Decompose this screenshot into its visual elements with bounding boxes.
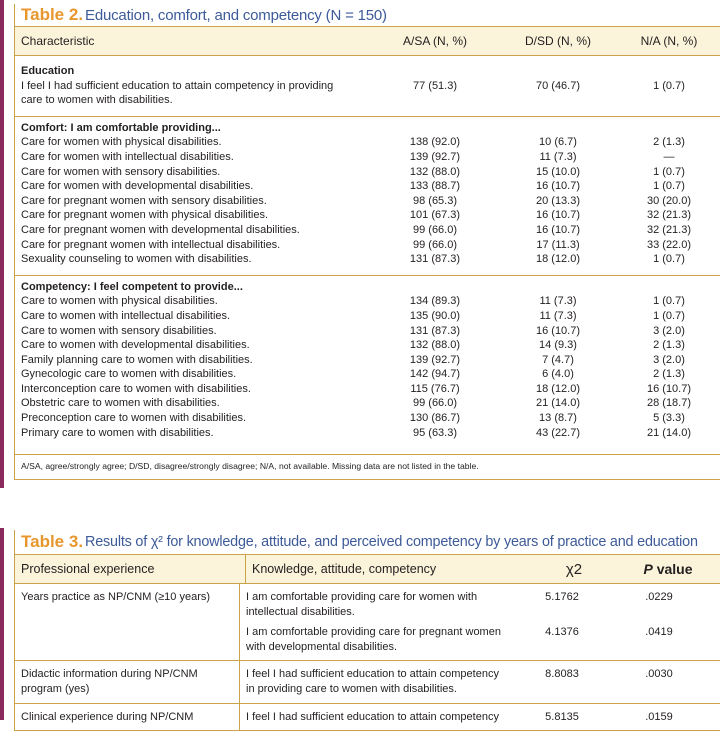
header-kac: Knowledge, attitude, competency xyxy=(245,555,528,583)
cell-dsd: 16 (10.7) xyxy=(535,223,581,236)
table-row xyxy=(15,382,720,397)
row-label-line: I feel I had sufficient education to attain competency in providing xyxy=(21,79,334,92)
cell-dsd: 43 (22.7) xyxy=(535,426,581,439)
row-label xyxy=(15,396,371,411)
table-2 xyxy=(14,4,720,480)
section-heading: Comfort: I am comfortable providing... xyxy=(21,121,221,134)
row-label-line: Primary care to women with disabilities. xyxy=(21,426,214,439)
row-label xyxy=(15,309,371,324)
row-label-line: Care to women with developmental disabilities. xyxy=(21,339,250,352)
cell-asa: 139 (92.7) xyxy=(409,353,461,366)
item-text-line: in providing care to women with disabilities. xyxy=(246,682,457,695)
item-text-line: I am comfortable providing care for women with xyxy=(246,591,478,603)
section-heading: Competency: I feel competent to provide... xyxy=(21,280,243,293)
cell-dsd: 16 (10.7) xyxy=(535,180,581,193)
cell-na: 1 (0.7) xyxy=(653,309,685,322)
table3-title xyxy=(15,530,720,554)
cell-dsd: 10 (6.7) xyxy=(539,136,577,149)
p-value: .0159 xyxy=(645,710,673,723)
cell-dsd: 6 (4.0) xyxy=(542,368,574,381)
p-value: .0419 xyxy=(645,626,673,639)
row-label-line: Sexuality counseling to women with disabilities. xyxy=(21,253,252,266)
chi-value: 8.8083 xyxy=(545,668,579,681)
cell-asa: 95 (63.3) xyxy=(412,426,458,439)
row-label-line: Care to women with sensory disabilities. xyxy=(21,324,217,337)
header-p-italic: P xyxy=(643,561,653,577)
header-p-rest: value xyxy=(652,561,693,577)
table3-row xyxy=(15,661,720,703)
item-text-line: I feel I had sufficient education to attain competency xyxy=(246,668,499,681)
row-label xyxy=(15,294,371,309)
row-label-line: Care for pregnant women with sensory disabilities. xyxy=(21,194,267,207)
header-professional-experience: Professional experience xyxy=(21,562,155,576)
row-label-line: Care for pregnant women with physical disabilities. xyxy=(21,209,269,222)
cell-asa: 99 (66.0) xyxy=(412,397,458,410)
cell-dsd: 11 (7.3) xyxy=(539,309,577,322)
row-label xyxy=(15,165,371,180)
table3-accent-bar xyxy=(0,528,4,720)
table2-section xyxy=(15,276,720,456)
table-row xyxy=(15,208,720,223)
experience-cell xyxy=(15,704,239,731)
cell-asa: 139 (92.7) xyxy=(409,150,461,163)
item-row xyxy=(240,590,710,619)
cell-asa: 77 (51.3) xyxy=(412,79,458,92)
row-label xyxy=(15,208,371,223)
row-label-line: Care for women with physical disabilities. xyxy=(21,136,222,149)
row-label-line: Preconception care to women with disabilities. xyxy=(21,412,247,425)
table-row xyxy=(15,252,720,267)
cell-asa: 131 (87.3) xyxy=(409,253,461,266)
header-chi-square: χ2 xyxy=(565,560,583,578)
row-label-line: Interconception care to women with disabilities. xyxy=(21,382,251,395)
items-cell xyxy=(239,704,710,731)
table3-body xyxy=(15,584,720,731)
cell-na: 5 (3.3) xyxy=(653,412,685,425)
table-row xyxy=(15,411,720,426)
cell-na: 1 (0.7) xyxy=(653,180,685,193)
cell-dsd: 21 (14.0) xyxy=(535,397,581,410)
table3-row xyxy=(15,584,720,661)
cell-dsd: 18 (12.0) xyxy=(535,253,581,266)
cell-na: 3 (2.0) xyxy=(653,324,685,337)
row-label xyxy=(15,382,371,397)
table-row xyxy=(15,165,720,180)
row-label xyxy=(15,353,371,368)
row-label-line: Care for pregnant women with developmental disabilities. xyxy=(21,223,300,236)
cell-dsd: 20 (13.3) xyxy=(535,194,581,207)
cell-na: 1 (0.7) xyxy=(653,165,685,178)
table-row xyxy=(15,194,720,209)
items-cell xyxy=(239,584,710,660)
header-asa: A/SA (N, %) xyxy=(402,34,467,48)
item-row xyxy=(240,625,710,654)
row-label-line: Care for pregnant women with intellectual disabilities. xyxy=(21,238,281,251)
cell-dsd: 70 (46.7) xyxy=(535,79,581,92)
table-row xyxy=(15,238,720,253)
table2-header-row xyxy=(15,26,720,56)
cell-asa: 138 (92.0) xyxy=(409,136,461,149)
cell-dsd: 15 (10.0) xyxy=(535,165,581,178)
table-row xyxy=(15,353,720,368)
cell-asa: 115 (76.7) xyxy=(410,382,460,395)
chi-value: 5.8135 xyxy=(545,710,579,723)
table-row xyxy=(15,179,720,194)
cell-na: 2 (1.3) xyxy=(653,368,685,381)
cell-asa: 132 (88.0) xyxy=(409,339,461,352)
row-label-line: Care for women with sensory disabilities. xyxy=(21,165,221,178)
cell-na: 3 (2.0) xyxy=(653,353,685,366)
chi-value: 4.1376 xyxy=(545,626,579,639)
p-value: .0229 xyxy=(645,591,673,603)
row-label xyxy=(15,238,371,253)
table-3 xyxy=(14,530,720,731)
row-label xyxy=(15,79,371,108)
table-row xyxy=(15,223,720,238)
header-dsd: D/SD (N, %) xyxy=(525,34,591,48)
cell-dsd: 11 (7.3) xyxy=(539,150,577,163)
table2-body xyxy=(15,56,720,455)
row-label-line: Care to women with intellectual disabilities. xyxy=(21,309,231,322)
row-label xyxy=(15,426,371,441)
cell-asa: 131 (87.3) xyxy=(409,324,461,337)
experience-line: Years practice as NP/CNM (≥10 years) xyxy=(21,591,211,603)
cell-dsd: 14 (9.3) xyxy=(539,339,577,352)
cell-na: 2 (1.3) xyxy=(653,136,685,149)
cell-na: — xyxy=(663,150,675,163)
cell-na: 33 (22.0) xyxy=(646,238,692,251)
experience-line: Clinical experience during NP/CNM xyxy=(21,710,194,723)
table2-accent-bar xyxy=(0,0,4,488)
cell-na: 32 (21.3) xyxy=(646,209,692,222)
table2-section xyxy=(15,56,720,117)
section-heading: Education xyxy=(21,65,75,77)
cell-asa: 134 (89.3) xyxy=(409,295,461,308)
item-text-line: I am comfortable providing care for pregnant women xyxy=(246,626,501,639)
cell-dsd: 7 (4.7) xyxy=(542,353,574,366)
header-characteristic: Characteristic xyxy=(21,34,95,48)
row-label xyxy=(15,223,371,238)
row-label xyxy=(15,150,371,165)
cell-dsd: 13 (8.7) xyxy=(539,412,577,425)
item-text-line: I feel I had sufficient education to attain competency xyxy=(246,710,499,723)
cell-na: 2 (1.3) xyxy=(653,339,685,352)
items-cell xyxy=(239,661,710,702)
row-label xyxy=(15,135,371,150)
header-p-value xyxy=(620,561,716,577)
row-label-line: Gynecologic care to women with disabilities. xyxy=(21,368,237,381)
table2-footnote: A/SA, agree/strongly agree; D/SD, disagree/strongly disagree; N/A, not available. Missing data are not listed in the table. xyxy=(15,455,720,480)
cell-na: 1 (0.7) xyxy=(653,295,685,308)
row-label xyxy=(15,324,371,339)
row-label-line: Care for women with developmental disabilities. xyxy=(21,180,254,193)
table2-title xyxy=(15,4,720,26)
cell-na: 1 (0.7) xyxy=(653,253,685,266)
row-label xyxy=(15,252,371,267)
cell-dsd: 16 (10.7) xyxy=(535,324,581,337)
table2-section xyxy=(15,117,720,276)
item-text-line: intellectual disabilities. xyxy=(246,605,355,618)
table-row xyxy=(15,135,720,150)
table-row xyxy=(15,294,720,309)
table3-row xyxy=(15,704,720,731)
cell-asa: 101 (67.3) xyxy=(409,209,461,222)
cell-na: 1 (0.7) xyxy=(653,79,685,92)
item-text xyxy=(240,590,516,619)
cell-na: 32 (21.3) xyxy=(646,223,692,236)
row-label xyxy=(15,179,371,194)
table-row xyxy=(15,324,720,339)
table-row xyxy=(15,367,720,382)
table-row xyxy=(15,338,720,353)
cell-asa: 132 (88.0) xyxy=(409,165,461,178)
row-label xyxy=(15,338,371,353)
row-label-line: Care to women with physical disabilities. xyxy=(21,295,218,308)
header-na: N/A (N, %) xyxy=(640,34,698,48)
experience-cell xyxy=(15,661,239,702)
row-label-line: Family planning care to women with disabilities. xyxy=(21,353,253,366)
experience-line: Didactic information during NP/CNM xyxy=(21,668,198,681)
cell-dsd: 11 (7.3) xyxy=(539,295,577,308)
table2-caption: Education, comfort, and competency (N = 150) xyxy=(85,6,387,24)
cell-asa: 135 (90.0) xyxy=(409,309,461,322)
item-row xyxy=(240,667,710,696)
row-label xyxy=(15,411,371,426)
cell-asa: 142 (94.7) xyxy=(409,368,461,381)
cell-na: 28 (18.7) xyxy=(646,397,692,410)
cell-asa: 98 (65.3) xyxy=(412,194,458,207)
table-row xyxy=(15,309,720,324)
row-label-line: care to women with disabilities. xyxy=(21,94,173,107)
row-label xyxy=(15,367,371,382)
cell-dsd: 16 (10.7) xyxy=(535,209,581,222)
table3-caption: Results of χ² for knowledge, attitude, and perceived competency by years of practice and education xyxy=(85,534,698,550)
row-label-line: Care for women with intellectual disabilities. xyxy=(21,150,234,163)
table-row xyxy=(15,150,720,165)
cell-asa: 99 (66.0) xyxy=(412,223,458,236)
p-value: .0030 xyxy=(645,668,673,681)
table2-number: Table 2. xyxy=(21,5,84,24)
table3-number: Table 3. xyxy=(21,532,84,551)
cell-asa: 99 (66.0) xyxy=(412,238,458,251)
cell-na: 16 (10.7) xyxy=(646,382,692,395)
item-text xyxy=(240,625,516,654)
cell-asa: 130 (86.7) xyxy=(409,412,461,425)
table3-header-row xyxy=(15,554,720,584)
cell-dsd: 17 (11.3) xyxy=(536,238,580,251)
experience-cell xyxy=(15,584,239,660)
item-row xyxy=(240,710,710,725)
table-row xyxy=(15,396,720,411)
row-label xyxy=(15,194,371,209)
experience-line: program (yes) xyxy=(21,682,90,695)
table-row xyxy=(15,426,720,441)
item-text xyxy=(240,710,516,725)
table-row xyxy=(15,79,720,108)
cell-asa: 133 (88.7) xyxy=(409,180,461,193)
cell-dsd: 18 (12.0) xyxy=(535,382,581,395)
cell-na: 21 (14.0) xyxy=(646,426,692,439)
item-text-line: with developmental disabilities. xyxy=(246,640,398,653)
row-label-line: Obstetric care to women with disabilities. xyxy=(21,397,220,410)
chi-value: 5.1762 xyxy=(545,591,579,603)
item-text xyxy=(240,667,516,696)
cell-na: 30 (20.0) xyxy=(646,194,692,207)
